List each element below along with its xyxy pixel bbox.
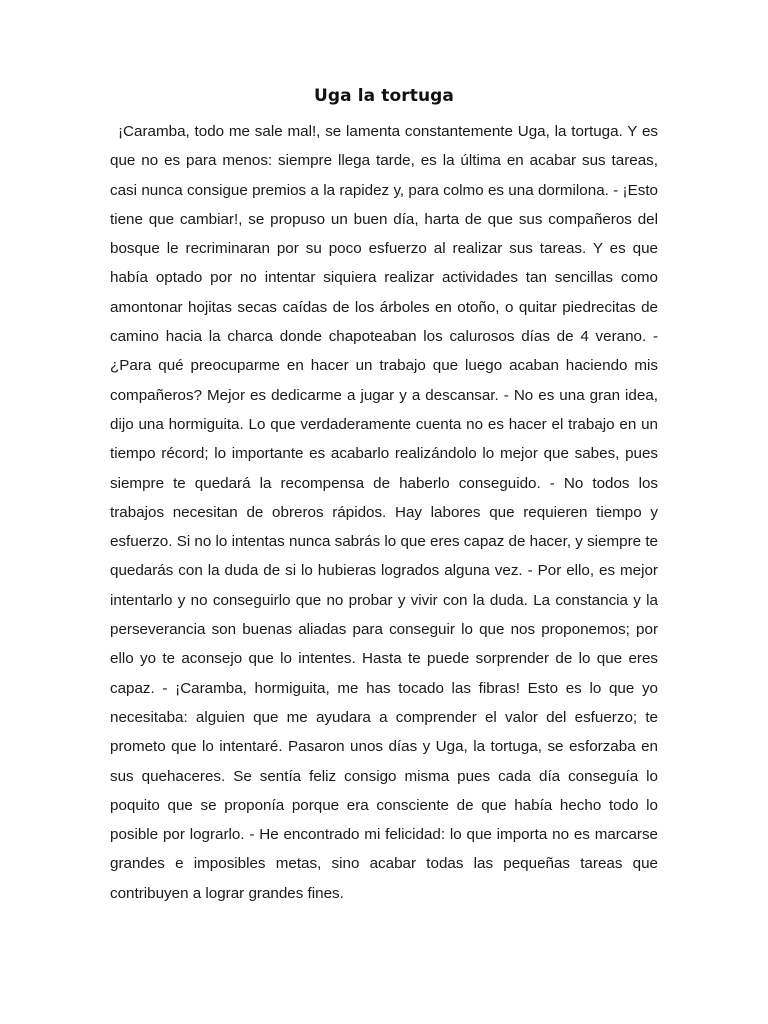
document-body-paragraph: ¡Caramba, todo me sale mal!, se lamenta constantemente Uga, la tortuga. Y es que no es para menos: siempre llega tarde, es la última en acabar sus tareas, casi nunca consigue premios a la rapidez y, para colmo es una dormilona. - ¡Esto tiene que cambiar!, se propuso un buen día, harta de que sus compañeros del bosque le recriminaran por su poco esfuerzo al realizar sus tareas. Y es que había optado por no intentar siquiera realizar actividades tan sencillas como amontonar hojitas secas caídas de los árboles en otoño, o quitar piedrecitas de camino hacia la charca donde chapoteaban los calurosos días de 4 verano. - ¿Para qué preocuparme en hacer un trabajo que luego acaban haciendo mis compañeros? Mejor es dedicarme a jugar y a descansar. - No es una gran idea, dijo una hormiguita. Lo que verdaderamente cuenta no es hacer el trabajo en un tiempo récord; lo importante es acabarlo realizándolo lo mejor que sabes, pues siempre te quedará la recompensa de haberlo conseguido. - No todos los trabajos necesitan de obreros rápidos. Hay labores que requieren tiempo y esfuerzo. Si no lo intentas nunca sabrás lo que eres capaz de hacer, y siempre te quedarás con la duda de si lo hubieras logrados alguna vez. - Por ello, es mejor intentarlo y no conseguirlo que no probar y vivir con la duda. La constancia y la perseverancia son buenas aliadas para conseguir lo que nos proponemos; por ello yo te aconsejo que lo intentes. Hasta te puede sorprender de lo que eres capaz. - ¡Caramba, hormiguita, me has tocado las fibras! Esto es lo que yo necesitaba: alguien que me ayudara a comprender el valor del esfuerzo; te prometo que lo intentaré. Pasaron unos días y Uga, la tortuga, se esforzaba en sus quehaceres. Se sentía feliz consigo misma pues cada día conseguía lo poquito que se proponía porque era consciente de que había hecho todo lo posible por lograrlo. - He encontrado mi felicidad: lo que importa no es marcarse grandes e imposibles metas, sino acabar todas las pequeñas tareas que contribuyen a lograr grandes fines. [110,123,658,902]
document-title: Uga la tortuga [313,86,455,106]
